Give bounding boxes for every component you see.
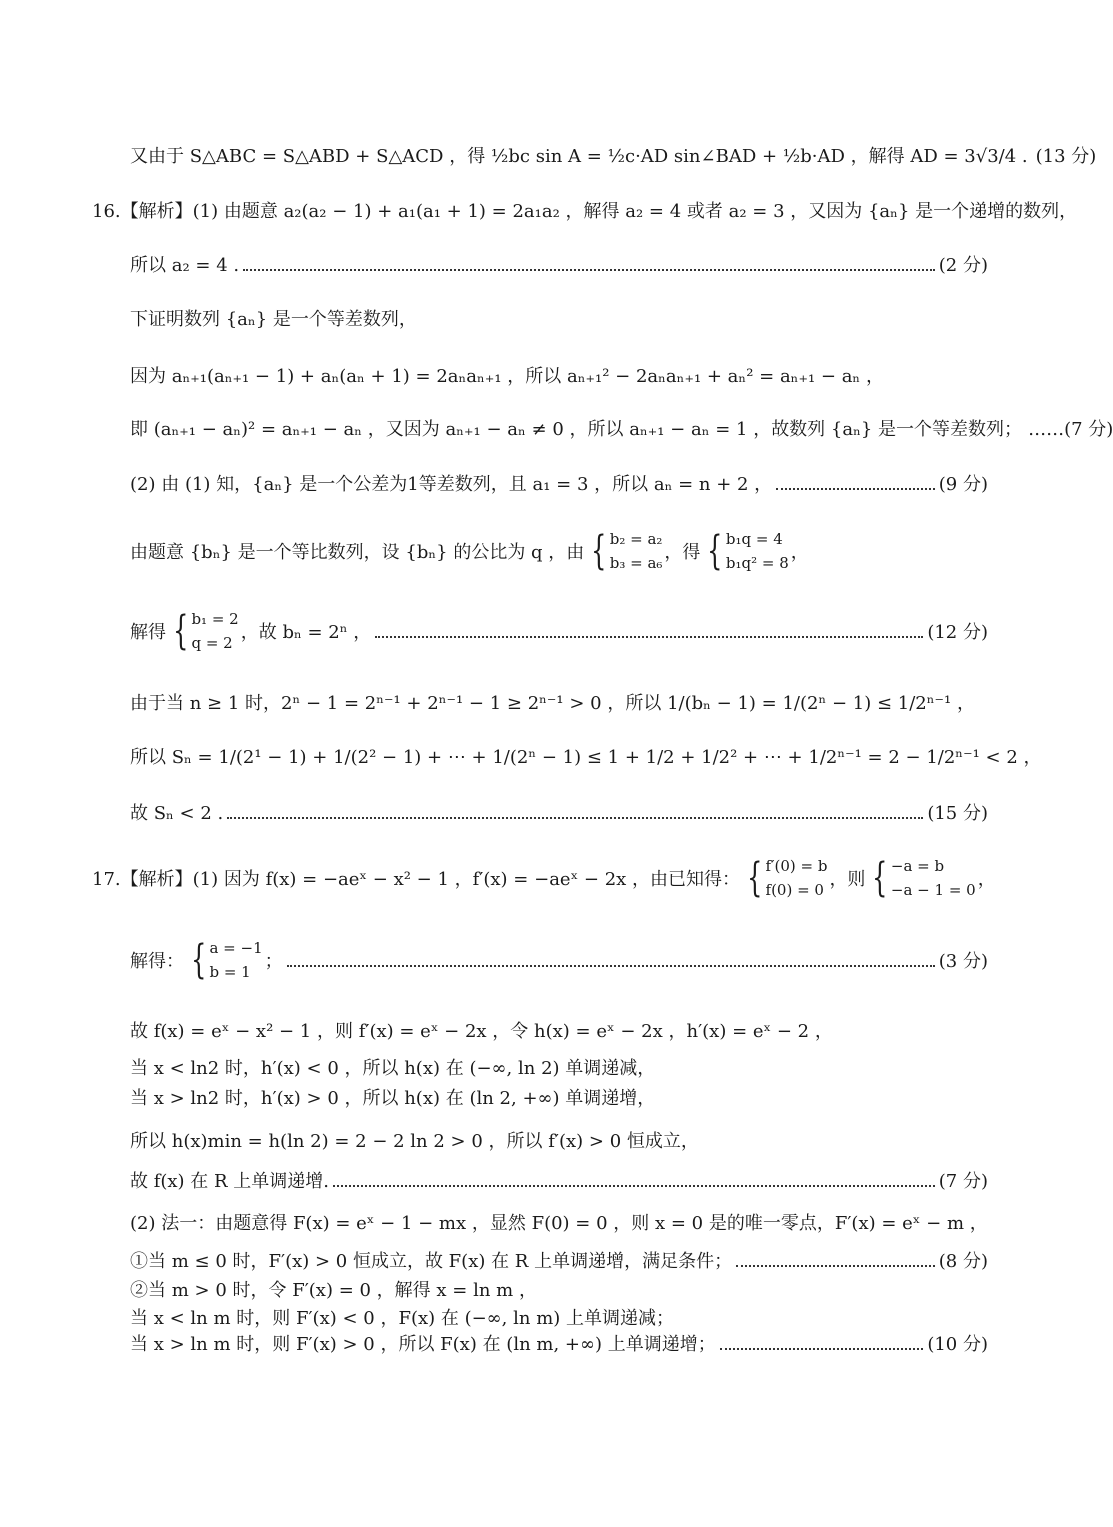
system-row: b = 1 — [209, 963, 251, 981]
line-text: (2) 由 (1) 知，{aₙ} 是一个公差为1等差数列，且 a₁ = 3 ，所以 aₙ = n + 2 ， — [130, 474, 773, 495]
line-text: 解得： — [130, 951, 184, 972]
score-label: (15 分) — [927, 803, 988, 824]
line-text: 即 (aₙ₊₁ − aₙ)² = aₙ₊₁ − aₙ ，又因为 aₙ₊₁ − aₙ ≠ 0 ，所以 aₙ₊₁ − aₙ = 1 ，故数列 {aₙ} 是一个等差数列； — [130, 419, 1023, 440]
equation-system: { −a = b −a − 1 = 0 — [872, 855, 976, 901]
line-text: ①当 m ≤ 0 时，F′(x) > 0 恒成立，故 F(x) 在 R 上单调递增，满足条件； — [130, 1251, 733, 1272]
line-text: 当 x < ln2 时，h′(x) < 0 ，所以 h(x) 在 (−∞, ln 2) 单调递减， — [130, 1058, 656, 1079]
line-text: 当 x > ln m 时，则 F′(x) > 0 ，所以 F(x) 在 (ln m, +∞) 上单调递增； — [130, 1334, 716, 1355]
line-text: 因为 aₙ₊₁(aₙ₊₁ − 1) + aₙ(aₙ + 1) = 2aₙaₙ₊₁ ，所以 aₙ₊₁² − 2aₙaₙ₊₁ + aₙ² = aₙ₊₁ − aₙ ， — [130, 366, 884, 387]
equation-system: { b₂ = a₂ b₃ = a₆ — [591, 528, 663, 574]
line-text: ， — [977, 869, 996, 890]
system-row: b₁ = 2 — [191, 610, 239, 628]
line-text: 解得 — [130, 622, 166, 643]
equation-system: { b₁q = 4 b₁q² = 8 — [707, 528, 789, 574]
line-increasing — [130, 1080, 988, 1114]
line-part2 — [130, 463, 988, 503]
system-row: b₂ = a₂ — [609, 530, 663, 548]
equation-system: { f′(0) = b f(0) = 0 — [747, 855, 828, 901]
line-solve-ab — [130, 937, 988, 983]
line-text: 又由于 S△ABC = S△ABD + S△ACD ，得 ½bc sin A = ½c·AD sin∠BAD + ½b·AD ，解得 AD = 3√3/4 . — [130, 146, 1028, 167]
score-label: (10 分) — [927, 1334, 988, 1355]
system-row: −a = b — [890, 857, 945, 875]
score-label: (3 分) — [938, 951, 988, 972]
score-label: (13 分) — [1035, 146, 1097, 167]
line-13 — [130, 135, 1097, 175]
system-row: a = −1 — [209, 939, 263, 957]
line-conclusion-16 — [130, 792, 988, 832]
line-text: 由题意 {bₙ} 是一个等比数列，设 {bₙ} 的公比为 q ，由 — [130, 542, 585, 563]
line-text: ， — [790, 542, 809, 563]
line-text: ，故 bₙ = 2ⁿ ， — [240, 622, 372, 643]
line-text: 故 f(x) = eˣ − x² − 1 ，则 f′(x) = eˣ − 2x ，令 h(x) = eˣ − 2x ，h′(x) = eˣ − 2 ， — [130, 1021, 833, 1042]
score-label: ……(7 分) — [1028, 419, 1113, 440]
line-ie — [130, 408, 1113, 448]
line-text: 故 f(x) 在 R 上单调递增. — [130, 1171, 330, 1192]
problem-17-heading — [92, 855, 996, 901]
leader-dots — [375, 636, 923, 638]
line-min — [130, 1120, 988, 1160]
line-inequality — [130, 682, 988, 722]
system-row: b₁q = 4 — [725, 530, 783, 548]
leader-dots — [287, 965, 935, 967]
line-text: ，得 — [664, 542, 701, 563]
equation-system: { a = −1 b = 1 — [191, 937, 263, 983]
line-text: 所以 a₂ = 4 . — [130, 255, 240, 276]
line-geometric — [130, 528, 988, 574]
score-label: (9 分) — [938, 474, 988, 495]
score-label: (12 分) — [927, 622, 988, 643]
line-decreasing — [130, 1050, 988, 1084]
score-label: (2 分) — [938, 255, 988, 276]
line-text: 当 x < ln m 时，则 F′(x) < 0 ，F(x) 在 (−∞, ln m) 上单调递减； — [130, 1308, 675, 1329]
leader-dots — [243, 269, 935, 271]
line-fx — [130, 1010, 988, 1050]
problem-16-heading — [92, 190, 1078, 230]
line-text: (2) 法一：由题意得 F(x) = eˣ − 1 − mx ，显然 F(0) = 0 ，则 x = 0 是的唯一零点，F′(x) = eˣ − m ， — [130, 1213, 988, 1234]
system-row: q = 2 — [191, 634, 233, 652]
leader-dots — [333, 1185, 935, 1187]
line-text: 16.【解析】(1) 由题意 a₂(a₂ − 1) + a₁(a₁ + 1) = 2a₁a₂ ，解得 a₂ = 4 或者 a₂ = 3 ，又因为 {aₙ} 是一个递增的数列， — [92, 201, 1078, 222]
system-row: b₁q² = 8 — [725, 554, 789, 572]
system-row: f(0) = 0 — [765, 881, 824, 899]
line-prove — [130, 298, 988, 338]
line-text: 所以 h(x)min = h(ln 2) = 2 − 2 ln 2 > 0 ，所以 f′(x) > 0 恒成立， — [130, 1131, 699, 1152]
line-text: 当 x > ln2 时，h′(x) > 0 ，所以 h(x) 在 (ln 2, +∞) 单调递增， — [130, 1088, 656, 1109]
score-label: (8 分) — [938, 1251, 988, 1272]
line-text: ②当 m > 0 时，令 F′(x) = 0 ，解得 x = ln m ， — [130, 1280, 537, 1301]
line-method1 — [130, 1202, 988, 1242]
line-a2 — [130, 244, 988, 284]
equation-system: { b₁ = 2 q = 2 — [173, 608, 239, 654]
leader-dots — [720, 1348, 924, 1350]
line-text: 由于当 n ≥ 1 时，2ⁿ − 1 = 2ⁿ⁻¹ + 2ⁿ⁻¹ − 1 ≥ 2ⁿ⁻¹ > 0 ，所以 1/(bₙ − 1) = 1/(2ⁿ − 1) ≤ 1/2ⁿ⁻¹ ， — [130, 693, 975, 714]
line-text: ，则 — [829, 869, 866, 890]
line-text: 17.【解析】(1) 因为 f(x) = −aeˣ − x² − 1 ，f′(x) = −aeˣ − 2x ，由已知得： — [92, 869, 741, 890]
line-text: 故 Sₙ < 2 . — [130, 803, 224, 824]
line-text: ； — [264, 951, 283, 972]
leader-dots — [776, 488, 935, 490]
leader-dots — [736, 1265, 935, 1267]
system-row: b₃ = a₆ — [609, 554, 663, 572]
line-monotone — [130, 1160, 988, 1200]
line-case2-inc — [130, 1326, 988, 1360]
system-row: −a − 1 = 0 — [890, 881, 976, 899]
score-label: (7 分) — [938, 1171, 988, 1192]
line-solve-b — [130, 608, 988, 654]
line-text: 下证明数列 {aₙ} 是一个等差数列， — [130, 309, 417, 330]
line-text: 所以 Sₙ = 1/(2¹ − 1) + 1/(2² − 1) + ⋯ + 1/(2ⁿ − 1) ≤ 1 + 1/2 + 1/2² + ⋯ + 1/2ⁿ⁻¹ = 2 − 1/2ⁿ⁻¹ < 2 ， — [130, 747, 1042, 768]
line-because — [130, 355, 988, 395]
leader-dots — [227, 817, 923, 819]
system-row: f′(0) = b — [765, 857, 828, 875]
line-sum — [130, 736, 1042, 776]
